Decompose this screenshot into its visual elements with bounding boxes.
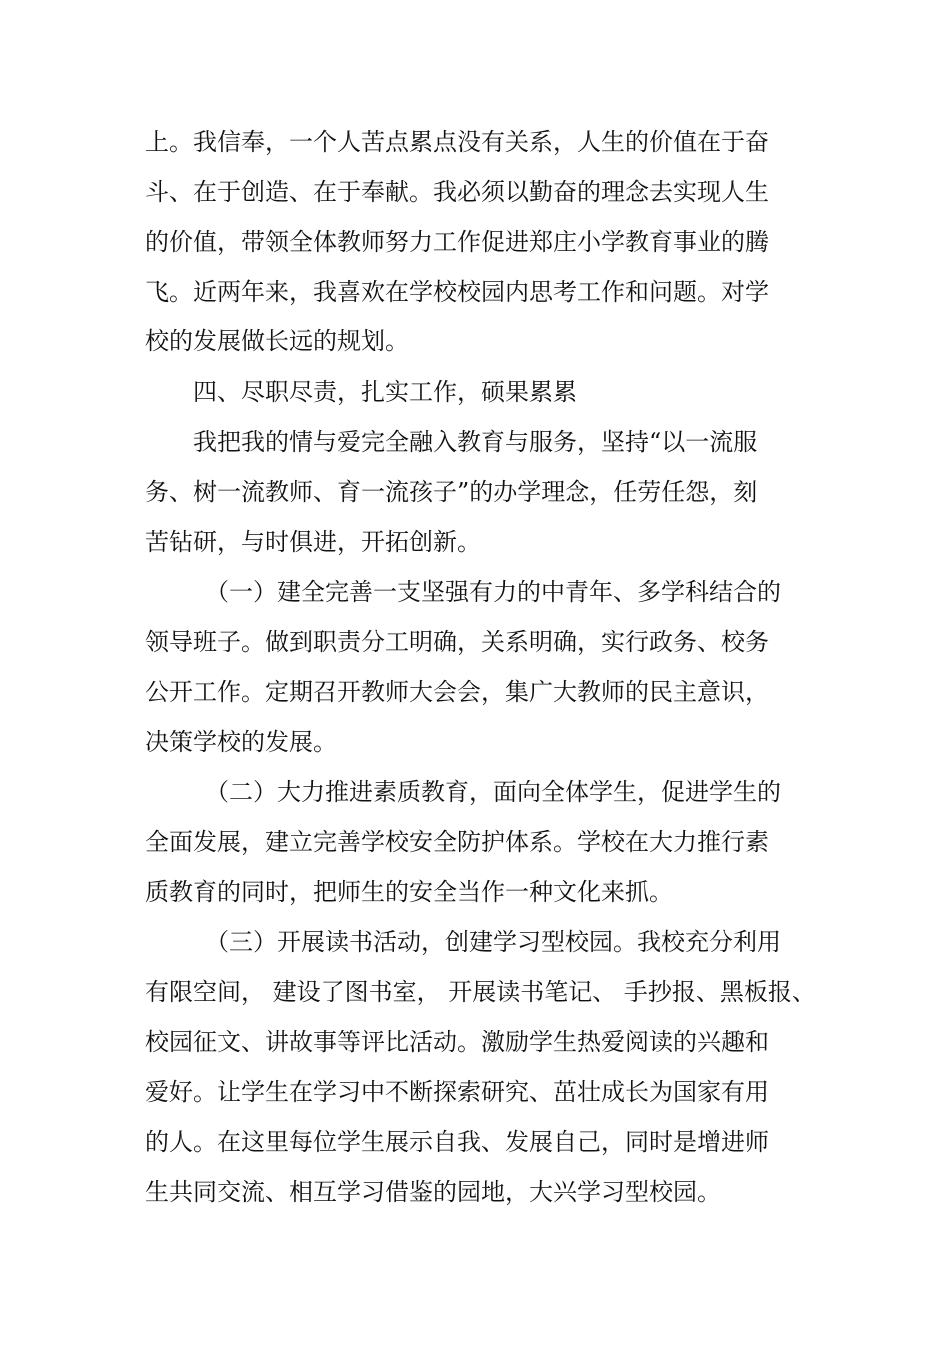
text-line: 务、树一流教师、育一流孩子”的办学理念，任劳任怨，刻 <box>145 478 758 506</box>
text-line: 公开工作。定期召开教师大会会，集广大教师的民主意识， <box>145 678 769 706</box>
text-line: 飞。近两年来，我喜欢在学校校园内思考工作和问题。对学 <box>145 278 769 306</box>
text-line: （三）开展读书活动，创建学习型校园。我校充分利用 <box>205 928 781 956</box>
text-line: 生共同交流、相互学习借鉴的园地，大兴学习型校园。 <box>145 1178 721 1206</box>
text-line: 校园征文、讲故事等评比活动。激励学生热爱阅读的兴趣和 <box>145 1028 769 1056</box>
text-line: 斗、在于创造、在于奉献。我必须以勤奋的理念去实现人生 <box>145 178 769 206</box>
text-line: 质教育的同时，把师生的安全当作一种文化来抓。 <box>145 878 673 906</box>
text-line: 我把我的情与爱完全融入教育与服务，坚持“以一流服 <box>193 428 758 456</box>
text-line: 全面发展，建立完善学校安全防护体系。学校在大力推行素 <box>145 828 769 856</box>
text-line: 的人。在这里每位学生展示自我、发展自己，同时是增进师 <box>145 1128 769 1156</box>
text-line: 决策学校的发展。 <box>145 728 337 756</box>
text-line: 的价值，带领全体教师努力工作促进郑庄小学教育事业的腾 <box>145 228 769 256</box>
text-line: （一）建全完善一支坚强有力的中青年、多学科结合的 <box>205 578 781 606</box>
text-line: 领导班子。做到职责分工明确，关系明确，实行政务、校务 <box>145 628 769 656</box>
text-line: 苦钻研，与时俱进，开拓创新。 <box>145 528 481 556</box>
section-heading: 四、尽职尽责，扎实工作，硕果累累 <box>193 378 577 406</box>
text-line: 上。我信奉，一个人苦点累点没有关系，人生的价值在于奋 <box>145 128 769 156</box>
text-line: 有限空间， 建设了图书室， 开展读书笔记、 手抄报、黑板报、 <box>145 978 816 1006</box>
text-line: 校的发展做长远的规划。 <box>145 327 409 355</box>
text-line: 爱好。让学生在学习中不断探索研究、茁壮成长为国家有用 <box>145 1078 769 1106</box>
text-line: （二）大力推进素质教育，面向全体学生，促进学生的 <box>205 778 781 806</box>
